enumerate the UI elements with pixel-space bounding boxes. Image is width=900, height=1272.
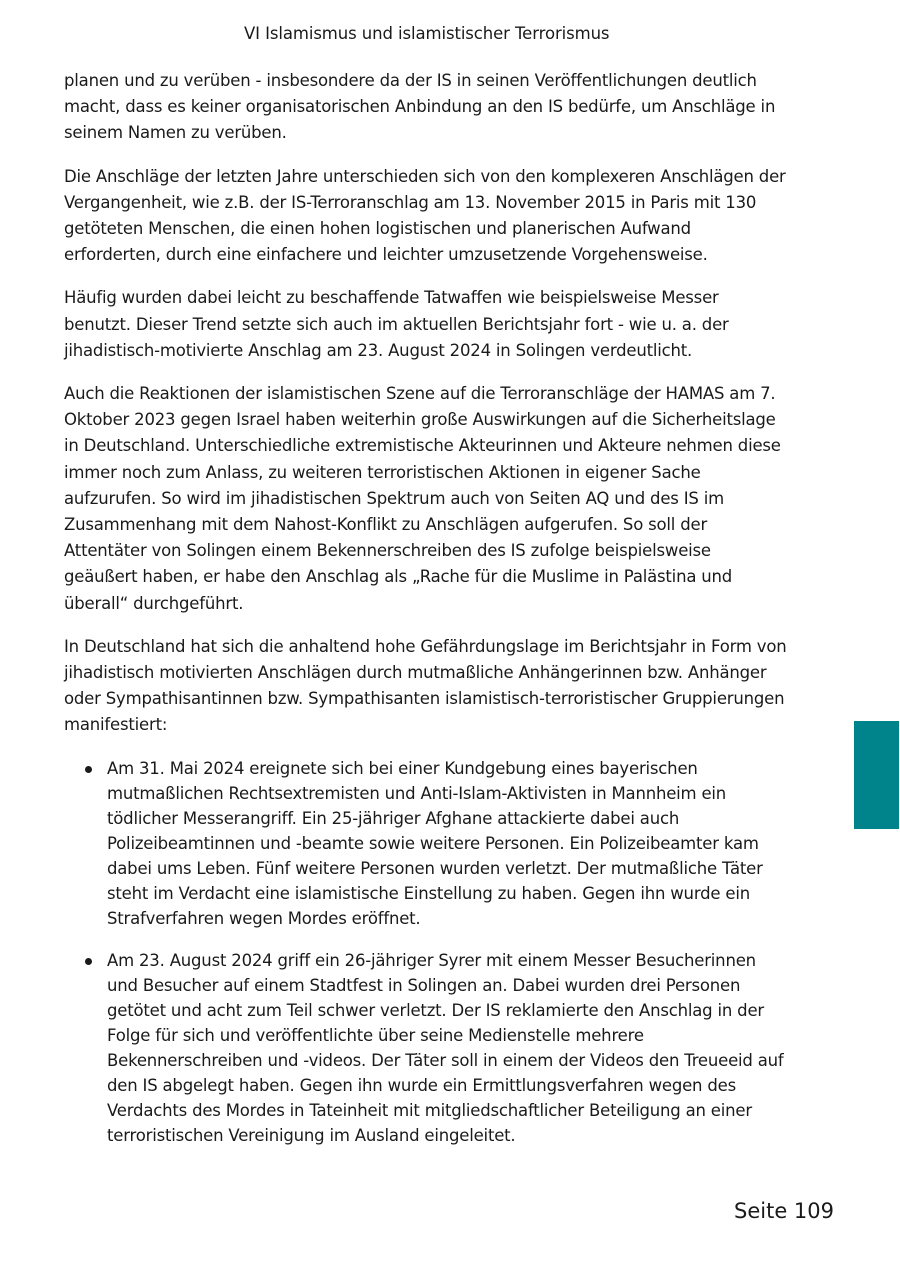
- incident-list: [64, 756, 789, 1148]
- chapter-tab-marker: [854, 721, 899, 829]
- paragraph-3: Häufig wurden dabei leicht zu beschaffende Tatwaffen wie beispielsweise Messer benutzt. Dieser Trend setzte sich auch im aktuellen Berichtsjahr fort - wie u. a. der jihadistisch-motivierte Anschlag am 23. August 2024 in Solingen verdeutlicht.: [64, 288, 729, 360]
- paragraph-5: In Deutschland hat sich die anhaltend hohe Gefährdungslage im Berichtsjahr in Form von jihadistisch motivierten Anschlägen durch mutmaßliche Anhängerinnen bzw. Anhänger oder Sympathisantinnen bzw. Sympathisanten islamistisch-terroristischer Gruppierungen manifestiert:: [64, 636, 787, 735]
- list-item-text: Am 23. August 2024 griff ein 26-jähriger Syrer mit einem Messer Besucherinnen und Besucher auf einem Stadtfest in Solingen an. Dabei wurden drei Personen getötet und acht zum Teil schwer verletzt. Der IS reklamierte den Anschlag in der Folge für sich und veröffentlichte über seine Medienstelle mehrere Bekennerschreiben und -videos. Der Täter soll in einem der Videos den Treueeid auf den IS abgelegt haben. Gegen ihn wurde ein Ermittlungsverfahren wegen des Verdachts des Mordes in Tateinheit mit mitgliedschaftlicher Beteiligung an einer terroristischen Vereinigung im Ausland eingeleitet.: [107, 950, 784, 1145]
- running-header: VI Islamismus und islamistischer Terrorismus: [244, 24, 610, 43]
- bullet-dot-icon: [85, 766, 92, 773]
- page-number: Seite 109: [734, 1199, 834, 1223]
- list-item-text: Am 31. Mai 2024 ereignete sich bei einer Kundgebung eines bayerischen mutmaßlichen Rechtsextremisten und Anti-Islam-Aktivisten in Mannheim ein tödlicher Messerangriff. Ein 25-jähriger Afghane attackierte dabei auch Polizeibeamtinnen und -beamte sowie weitere Personen. Ein Polizeibeamter kam dabei ums Leben. Fünf weitere Personen wurden verletzt. Der mutmaßliche Täter steht im Verdacht eine islamistische Einstellung zu haben. Gegen ihn wurde ein Strafverfahren wegen Mordes eröffnet.: [107, 758, 763, 928]
- paragraph-4: Auch die Reaktionen der islamistischen Szene auf die Terroranschläge der HAMAS am 7. Oktober 2023 gegen Israel haben weiterhin große Auswirkungen auf die Sicherheitslage in Deutschland. Unterschiedliche extremistische Akteurinnen und Akteure nehmen diese immer noch zum Anlass, zu weiteren terroristischen Aktionen in eigener Sache aufzurufen. So wird im jihadistischen Spektrum auch von Seiten AQ und des IS im Zusammenhang mit dem Nahost-Konflikt zu Anschlägen aufgerufen. So soll der Attentäter von Solingen einem Bekennerschreiben des IS zufolge beispielsweise geäußert haben, er habe den Anschlag als „Rache für die Muslime in Palästina und überall“ durchgeführt.: [64, 384, 781, 613]
- list-item-solingen: [64, 948, 789, 1148]
- paragraph-1: planen und zu verüben - insbesondere da der IS in seinen Veröffentlichungen deutlich macht, dass es keiner organisatorischen Anbindung an den IS bedürfe, um Anschläge in seinem Namen zu verüben.: [64, 71, 776, 143]
- list-item-mannheim: [64, 756, 789, 931]
- bullet-dot-icon: [85, 958, 92, 965]
- page-body: [64, 68, 789, 1165]
- paragraph-2: Die Anschläge der letzten Jahre unterschieden sich von den komplexeren Anschlägen der Vergangenheit, wie z.B. der IS-Terroranschlag am 13. November 2015 in Paris mit 130 getöteten Menschen, die einen hohen logistischen und planerischen Aufwand erforderten, durch eine einfachere und leichter umzusetzende Vorgehensweise.: [64, 166, 786, 265]
